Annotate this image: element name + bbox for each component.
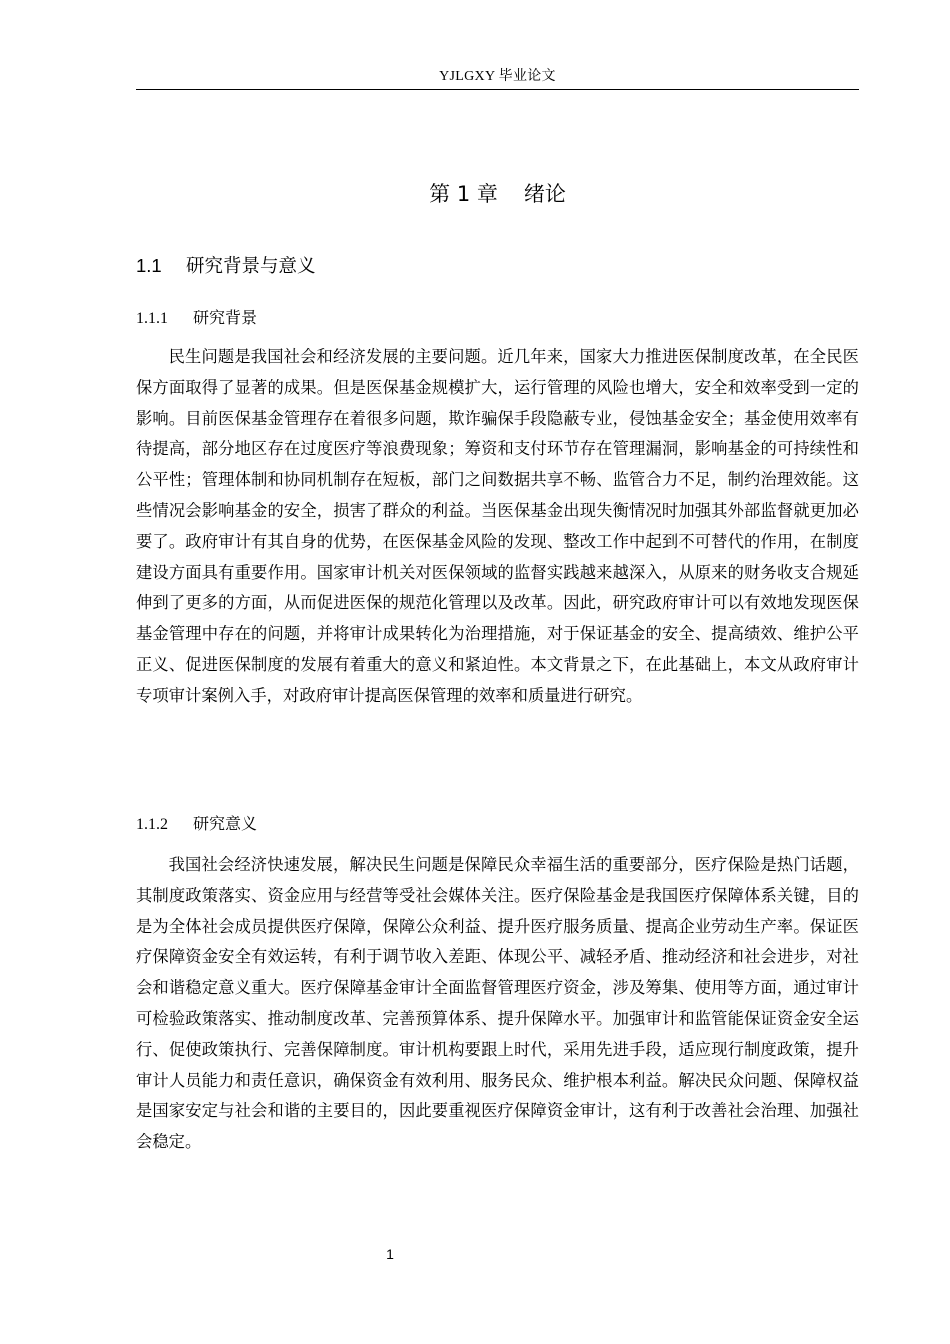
section-name: 研究背景与意义 [186, 256, 316, 277]
subsection-name: 研究意义 [193, 814, 258, 833]
background-paragraph: 民生问题是我国社会和经济发展的主要问题。近几年来，国家大力推进医保制度改革，在全民医保方面取得了显著的成果。但是医保基金规模扩大，运行管理的风险也增大，安全和效率受到一定的影响。目前医保基金管理存在着很多问题，欺诈骗保手段隐蔽专业，侵蚀基金安全；基金使用效率有待提高，部分地区存在过度医疗等浪费现象；筹资和支付环节存在管理漏洞，影响基金的可持续性和公平性；管理体制和协同机制存在短板，部门之间数据共享不畅、监管合力不足，制约治理效能。这些情况会影响基金的安全，损害了群众的利益。当医保基金出现失衡情况时加强其外部监督就更加必要了。政府审计有其自身的优势，在医保基金风险的发现、整改工作中起到不可替代的作用，在制度建设方面具有重要作用。国家审计机关对医保领域的监督实践越来越深入，从原来的财务收支合规延伸到了更多的方面，从而促进医保的规范化管理以及改革。因此，研究政府审计可以有效地发现医保基金管理中存在的问题，并将审计成果转化为治理措施，对于保证基金的安全、提高绩效、维护公平正义、促进医保制度的发展有着重大的意义和紧迫性。本文背景之下，在此基础上，本文从政府审计专项审计案例入手，对政府审计提高医保管理的效率和质量进行研究。 [136, 347, 859, 705]
page-number: 1 [386, 1246, 394, 1262]
chapter-number: 第 1 章 [429, 182, 498, 206]
chapter-name: 绪论 [523, 182, 566, 206]
significance-paragraph: 我国社会经济快速发展，解决民生问题是保障民众幸福生活的重要部分，医疗保险是热门话题，其制度政策落实、资金应用与经营等受社会媒体关注。医疗保险基金是我国医疗保障体系关键，目的是为全体社会成员提供医疗保障，保障公众利益、提升医疗服务质量、提高企业劳动生产率。保证医疗保障资金安全有效运转，有利于调节收入差距、体现公平、减轻矛盾、推动经济和社会进步，对社会和谐稳定意义重大。医疗保障基金审计全面监督管理医疗资金，涉及筹集、使用等方面，通过审计可检验政策落实、推动制度改革、完善预算体系、提升保障水平。加强审计和监管能保证资金安全运行、促使政策执行、完善保障制度。审计机构要跟上时代，采用先进手段，适应现行制度政策，提升审计人员能力和责任意识，确保资金有效利用、服务民众、维护根本利益。解决民众问题、保障权益是国家安定与社会和谐的主要目的，因此要重视医疗保障资金审计，这有利于改善社会治理、加强社会稳定。 [136, 855, 859, 1152]
subsection-number: 1.1.1 [136, 310, 168, 327]
header-text: YJLGXY 毕业论文 [439, 69, 556, 84]
page-header [136, 64, 859, 90]
subsection-number: 1.1.2 [136, 816, 168, 833]
section-number: 1.1 [136, 255, 162, 276]
section-heading [136, 252, 316, 281]
subsection-heading-significance [136, 812, 257, 837]
chapter-title [136, 178, 859, 210]
subsection-heading-background [136, 306, 257, 331]
subsection-name: 研究背景 [193, 308, 258, 327]
